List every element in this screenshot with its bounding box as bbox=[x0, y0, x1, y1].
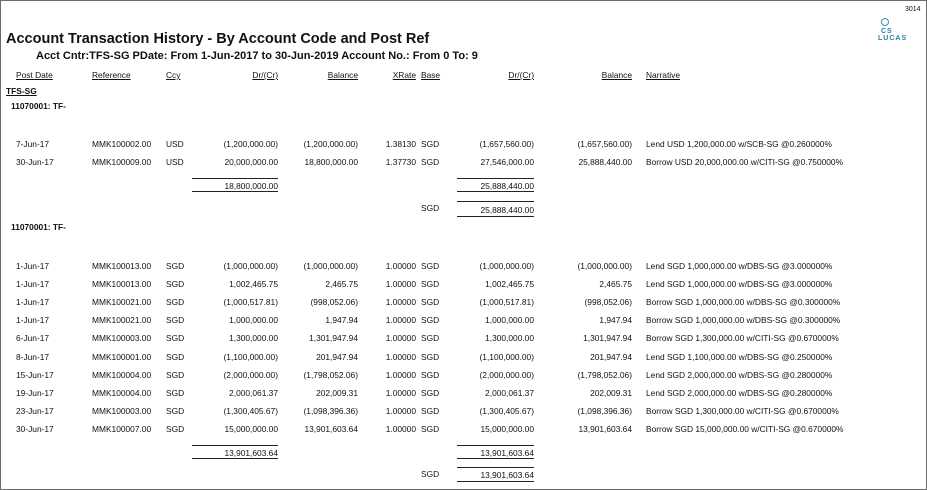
row-xrate: 1.00000 bbox=[385, 370, 416, 380]
row-base-drcr: (1,300,405.67) bbox=[479, 406, 534, 416]
row-balance: (1,200,000.00) bbox=[303, 139, 358, 149]
row-balance: 202,009.31 bbox=[316, 388, 358, 398]
row-balance: 1,947.94 bbox=[325, 315, 358, 325]
row-xrate: 1.00000 bbox=[385, 388, 416, 398]
subtotal-rule bbox=[192, 445, 278, 446]
row-post-date: 7-Jun-17 bbox=[16, 139, 50, 149]
row-base-balance: (1,657,560.00) bbox=[577, 139, 632, 149]
row-base-ccy: SGD bbox=[421, 279, 440, 289]
row-post-date: 1-Jun-17 bbox=[16, 315, 50, 325]
row-reference: MMK100021.00 bbox=[92, 297, 152, 307]
row-base-balance: 1,301,947.94 bbox=[583, 333, 632, 343]
row-drcr: 1,300,000.00 bbox=[229, 333, 278, 343]
header-narrative: Narrative bbox=[646, 70, 680, 80]
row-base-ccy: SGD bbox=[421, 333, 440, 343]
row-base-balance: (1,798,052.06) bbox=[577, 370, 632, 380]
row-drcr: 15,000,000.00 bbox=[224, 424, 278, 434]
row-balance: (1,098,396.36) bbox=[303, 406, 358, 416]
row-post-date: 23-Jun-17 bbox=[16, 406, 54, 416]
row-narrative: Borrow USD 20,000,000.00 w/CITI-SG @0.750000% bbox=[646, 157, 844, 167]
row-ccy: SGD bbox=[166, 370, 185, 380]
row-balance: 2,465.75 bbox=[325, 279, 358, 289]
row-base-drcr: (2,000,000.00) bbox=[479, 370, 534, 380]
row-base-drcr: (1,000,517.81) bbox=[479, 297, 534, 307]
row-post-date: 30-Jun-17 bbox=[16, 157, 54, 167]
row-base-ccy: SGD bbox=[421, 352, 440, 362]
logo-line2: LUCAS bbox=[878, 35, 908, 42]
row-base-ccy: SGD bbox=[421, 157, 440, 167]
row-narrative: Lend SGD 2,000,000.00 w/DBS-SG @0.280000% bbox=[646, 370, 833, 380]
row-drcr: (1,200,000.00) bbox=[223, 139, 278, 149]
group-account-title: 11070001: TF- bbox=[11, 101, 66, 111]
row-drcr: (1,300,405.67) bbox=[223, 406, 278, 416]
row-base-drcr: 1,000,000.00 bbox=[485, 315, 534, 325]
report-subtitle: Acct Cntr:TFS-SG PDate: From 1-Jun-2017 to 30-Jun-2019 Account No.: From 0 To: 9 bbox=[36, 50, 478, 62]
row-post-date: 1-Jun-17 bbox=[16, 297, 50, 307]
row-base-ccy: SGD bbox=[421, 261, 440, 271]
row-base-drcr: 1,002,465.75 bbox=[485, 279, 534, 289]
row-ccy: SGD bbox=[166, 261, 185, 271]
group-base-subtotal: 13,901,603.64 bbox=[480, 448, 534, 458]
row-balance: 13,901,603.64 bbox=[304, 424, 358, 434]
row-drcr: 1,000,000.00 bbox=[229, 315, 278, 325]
header-base: Base bbox=[421, 70, 441, 80]
header-balance: Balance bbox=[327, 70, 358, 80]
row-ccy: USD bbox=[166, 139, 184, 149]
row-base-ccy: SGD bbox=[421, 424, 440, 434]
row-base-balance: 25,888,440.00 bbox=[578, 157, 632, 167]
header-xrate: XRate bbox=[392, 70, 416, 80]
row-narrative: Lend SGD 2,000,000.00 w/DBS-SG @0.280000% bbox=[646, 388, 833, 398]
row-reference: MMK100004.00 bbox=[92, 370, 152, 380]
row-base-ccy: SGD bbox=[421, 388, 440, 398]
row-xrate: 1.38130 bbox=[385, 139, 416, 149]
subtotal-rule bbox=[192, 458, 278, 459]
row-post-date: 19-Jun-17 bbox=[16, 388, 54, 398]
row-ccy: SGD bbox=[166, 406, 185, 416]
row-xrate: 1.00000 bbox=[385, 424, 416, 434]
row-narrative: Borrow SGD 15,000,000.00 w/CITI-SG @0.670000% bbox=[646, 424, 844, 434]
row-reference: MMK100003.00 bbox=[92, 333, 152, 343]
group-account-title: 11070001: TF- bbox=[11, 222, 66, 232]
row-xrate: 1.00000 bbox=[385, 297, 416, 307]
header-ccy: Ccy bbox=[166, 70, 181, 80]
header-drcr: Dr/(Cr) bbox=[252, 70, 278, 80]
row-xrate: 1.00000 bbox=[385, 315, 416, 325]
base-total-rule bbox=[457, 201, 534, 202]
row-narrative: Borrow SGD 1,300,000.00 w/CITI-SG @0.670000% bbox=[646, 406, 839, 416]
row-base-ccy: SGD bbox=[421, 139, 440, 149]
row-drcr: 2,000,061.37 bbox=[229, 388, 278, 398]
base-total-rule bbox=[457, 467, 534, 468]
row-post-date: 6-Jun-17 bbox=[16, 333, 50, 343]
row-base-drcr: 2,000,061.37 bbox=[485, 388, 534, 398]
row-reference: MMK100021.00 bbox=[92, 315, 152, 325]
row-base-drcr: (1,000,000.00) bbox=[479, 261, 534, 271]
row-base-balance: 201,947.94 bbox=[590, 352, 632, 362]
subtotal-rule bbox=[192, 178, 278, 179]
base-total-label: SGD bbox=[421, 203, 440, 213]
base-total-label: SGD bbox=[421, 469, 440, 479]
row-drcr: (1,000,517.81) bbox=[223, 297, 278, 307]
row-base-drcr: 15,000,000.00 bbox=[480, 424, 534, 434]
row-reference: MMK100003.00 bbox=[92, 406, 152, 416]
row-narrative: Lend SGD 1,100,000.00 w/DBS-SG @0.250000% bbox=[646, 352, 833, 362]
row-base-drcr: (1,100,000.00) bbox=[479, 352, 534, 362]
group-base-total: 25,888,440.00 bbox=[480, 205, 534, 215]
header-reference: Reference bbox=[92, 70, 131, 80]
group-base-total: 13,901,603.64 bbox=[480, 470, 534, 480]
row-balance: (1,798,052.06) bbox=[303, 370, 358, 380]
row-balance: 18,800,000.00 bbox=[304, 157, 358, 167]
acct-center-label: TFS-SG bbox=[6, 86, 37, 96]
row-post-date: 15-Jun-17 bbox=[16, 370, 54, 380]
row-drcr: (2,000,000.00) bbox=[223, 370, 278, 380]
row-base-ccy: SGD bbox=[421, 406, 440, 416]
row-base-ccy: SGD bbox=[421, 370, 440, 380]
row-base-drcr: 27,546,000.00 bbox=[480, 157, 534, 167]
row-base-ccy: SGD bbox=[421, 297, 440, 307]
row-reference: MMK100013.00 bbox=[92, 279, 152, 289]
row-xrate: 1.00000 bbox=[385, 352, 416, 362]
row-narrative: Lend USD 1,200,000.00 w/SCB-SG @0.260000% bbox=[646, 139, 832, 149]
row-balance: (1,000,000.00) bbox=[303, 261, 358, 271]
row-base-balance: (1,098,396.36) bbox=[577, 406, 632, 416]
row-base-balance: 13,901,603.64 bbox=[578, 424, 632, 434]
row-base-balance: (1,000,000.00) bbox=[577, 261, 632, 271]
row-balance: 201,947.94 bbox=[316, 352, 358, 362]
group-subtotal: 18,800,000.00 bbox=[224, 181, 278, 191]
row-reference: MMK100007.00 bbox=[92, 424, 152, 434]
base-subtotal-rule bbox=[457, 178, 534, 179]
base-subtotal-rule bbox=[457, 458, 534, 459]
row-base-balance: 2,465.75 bbox=[599, 279, 632, 289]
base-total-rule bbox=[457, 216, 534, 217]
row-reference: MMK100002.00 bbox=[92, 139, 152, 149]
row-reference: MMK100009.00 bbox=[92, 157, 152, 167]
row-narrative: Borrow SGD 1,000,000.00 w/DBS-SG @0.300000% bbox=[646, 297, 841, 307]
row-post-date: 1-Jun-17 bbox=[16, 261, 50, 271]
row-post-date: 1-Jun-17 bbox=[16, 279, 50, 289]
row-xrate: 1.00000 bbox=[385, 279, 416, 289]
row-ccy: SGD bbox=[166, 333, 185, 343]
row-post-date: 8-Jun-17 bbox=[16, 352, 50, 362]
row-narrative: Lend SGD 1,000,000.00 w/DBS-SG @3.000000% bbox=[646, 261, 833, 271]
row-balance: 1,301,947.94 bbox=[309, 333, 358, 343]
row-xrate: 1.00000 bbox=[385, 261, 416, 271]
row-balance: (998,052.06) bbox=[310, 297, 358, 307]
row-reference: MMK100001.00 bbox=[92, 352, 152, 362]
report-title: Account Transaction History - By Account Code and Post Ref bbox=[6, 31, 430, 47]
row-xrate: 1.37730 bbox=[385, 157, 416, 167]
base-total-rule bbox=[457, 481, 534, 482]
row-base-balance: 1,947.94 bbox=[599, 315, 632, 325]
header-post-date: Post Date bbox=[16, 70, 53, 80]
row-base-balance: 202,009.31 bbox=[590, 388, 632, 398]
row-base-drcr: (1,657,560.00) bbox=[479, 139, 534, 149]
row-ccy: USD bbox=[166, 157, 184, 167]
row-reference: MMK100004.00 bbox=[92, 388, 152, 398]
row-ccy: SGD bbox=[166, 424, 185, 434]
group-base-subtotal: 25,888,440.00 bbox=[480, 181, 534, 191]
header-base-balance: Balance bbox=[601, 70, 632, 80]
base-subtotal-rule bbox=[457, 191, 534, 192]
company-logo bbox=[873, 18, 913, 48]
row-xrate: 1.00000 bbox=[385, 406, 416, 416]
group-subtotal: 13,901,603.64 bbox=[224, 448, 278, 458]
row-ccy: SGD bbox=[166, 279, 185, 289]
row-drcr: 20,000,000.00 bbox=[224, 157, 278, 167]
row-narrative: Lend SGD 1,000,000.00 w/DBS-SG @3.000000% bbox=[646, 279, 833, 289]
row-drcr: 1,002,465.75 bbox=[229, 279, 278, 289]
row-base-balance: (998,052.06) bbox=[584, 297, 632, 307]
subtotal-rule bbox=[192, 191, 278, 192]
page-number: 3014 bbox=[905, 6, 921, 13]
row-base-ccy: SGD bbox=[421, 315, 440, 325]
base-subtotal-rule bbox=[457, 445, 534, 446]
row-ccy: SGD bbox=[166, 388, 185, 398]
row-base-drcr: 1,300,000.00 bbox=[485, 333, 534, 343]
row-xrate: 1.00000 bbox=[385, 333, 416, 343]
logo-icon bbox=[881, 18, 889, 26]
row-drcr: (1,000,000.00) bbox=[223, 261, 278, 271]
row-reference: MMK100013.00 bbox=[92, 261, 152, 271]
logo-line1: CS bbox=[881, 28, 893, 35]
row-narrative: Borrow SGD 1,000,000.00 w/DBS-SG @0.300000% bbox=[646, 315, 841, 325]
row-ccy: SGD bbox=[166, 297, 185, 307]
row-ccy: SGD bbox=[166, 315, 185, 325]
row-drcr: (1,100,000.00) bbox=[223, 352, 278, 362]
row-ccy: SGD bbox=[166, 352, 185, 362]
header-base-drcr: Dr/(Cr) bbox=[508, 70, 534, 80]
row-post-date: 30-Jun-17 bbox=[16, 424, 54, 434]
row-narrative: Borrow SGD 1,300,000.00 w/CITI-SG @0.670000% bbox=[646, 333, 839, 343]
